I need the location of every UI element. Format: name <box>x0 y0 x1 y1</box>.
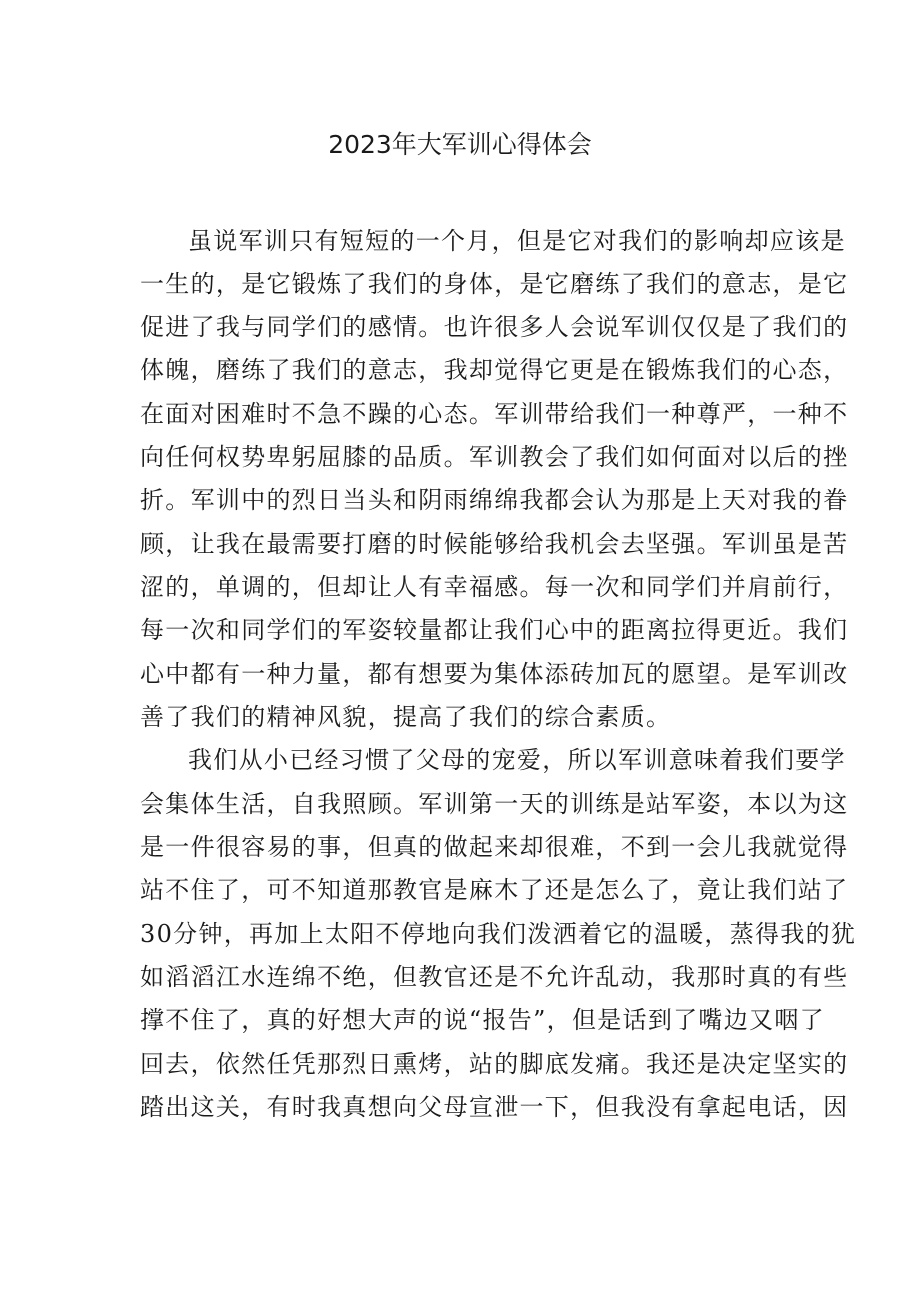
paragraph-1-line-11: 心中都有一种力量，都有想要为集体添砖加瓦的愿望。是军训改 <box>140 660 849 688</box>
paragraph-1-line-3: 促进了我与同学们的感情。也许很多人会说军训仅仅是了我们的 <box>140 313 849 341</box>
paragraph-1-line-2: 一生的，是它锻炼了我们的身体，是它磨练了我们的意志，是它 <box>140 270 849 298</box>
paragraph-2-line-7: 撑不住了，真的好想大声的说“报告”，但是话到了嘴边又咽了 <box>140 1006 825 1034</box>
paragraph-2-line-9: 踏出这关，有时我真想向父母宣泄一下，但我没有拿起电话，因 <box>140 1093 849 1121</box>
paragraph-2-line-4: 站不住了，可不知道那教官是麻木了还是怎么了，竟让我们站了 <box>140 876 849 904</box>
paragraph-1-line-1: 虽说军训只有短短的一个月，但是它对我们的影响却应该是 <box>188 227 846 255</box>
paragraph-2-line-2: 会集体生活，自我照顾。军训第一天的训练是站军姿，本以为这 <box>140 790 849 818</box>
paragraph-1-line-12: 善了我们的精神风貌，提高了我们的综合素质。 <box>140 703 672 731</box>
paragraph-1-line-4: 体魄，磨练了我们的意志，我却觉得它更是在锻炼我们的心态， <box>140 356 849 384</box>
paragraph-1-line-7: 折。军训中的烈日当头和阴雨绵绵我都会认为那是上天对我的眷 <box>140 486 849 514</box>
paragraph-1-line-8: 顾，让我在最需要打磨的时候能够给我机会去坚强。军训虽是苦 <box>140 530 849 558</box>
paragraph-1-line-9: 涩的，单调的，但却让人有幸福感。每一次和同学们并肩前行， <box>140 573 849 601</box>
paragraph-2-line-6: 如滔滔江水连绵不绝，但教官还是不允许乱动，我那时真的有些 <box>140 963 849 991</box>
paragraph-2-line-8: 回去，依然任凭那烈日熏烤，站的脚底发痛。我还是决定坚实的 <box>140 1050 849 1078</box>
paragraph-1-line-10: 每一次和同学们的军姿较量都让我们心中的距离拉得更近。我们 <box>140 616 849 644</box>
paragraph-2-line-5: 30分钟，再加上太阳不停地向我们泼洒着它的温暖，蒸得我的犹 <box>140 920 857 948</box>
paragraph-1-line-5: 在面对困难时不急不躁的心态。军训带给我们一种尊严，一种不 <box>140 400 849 428</box>
paragraph-2-line-3: 是一件很容易的事，但真的做起来却很难，不到一会儿我就觉得 <box>140 833 849 861</box>
paragraph-2-line-1: 我们从小已经习惯了父母的宠爱，所以军训意味着我们要学 <box>188 746 846 774</box>
paragraph-1-line-6: 向任何权势卑躬屈膝的品质。军训教会了我们如何面对以后的挫 <box>140 443 849 471</box>
document-title: 2023年大军训心得体会 <box>328 130 592 159</box>
